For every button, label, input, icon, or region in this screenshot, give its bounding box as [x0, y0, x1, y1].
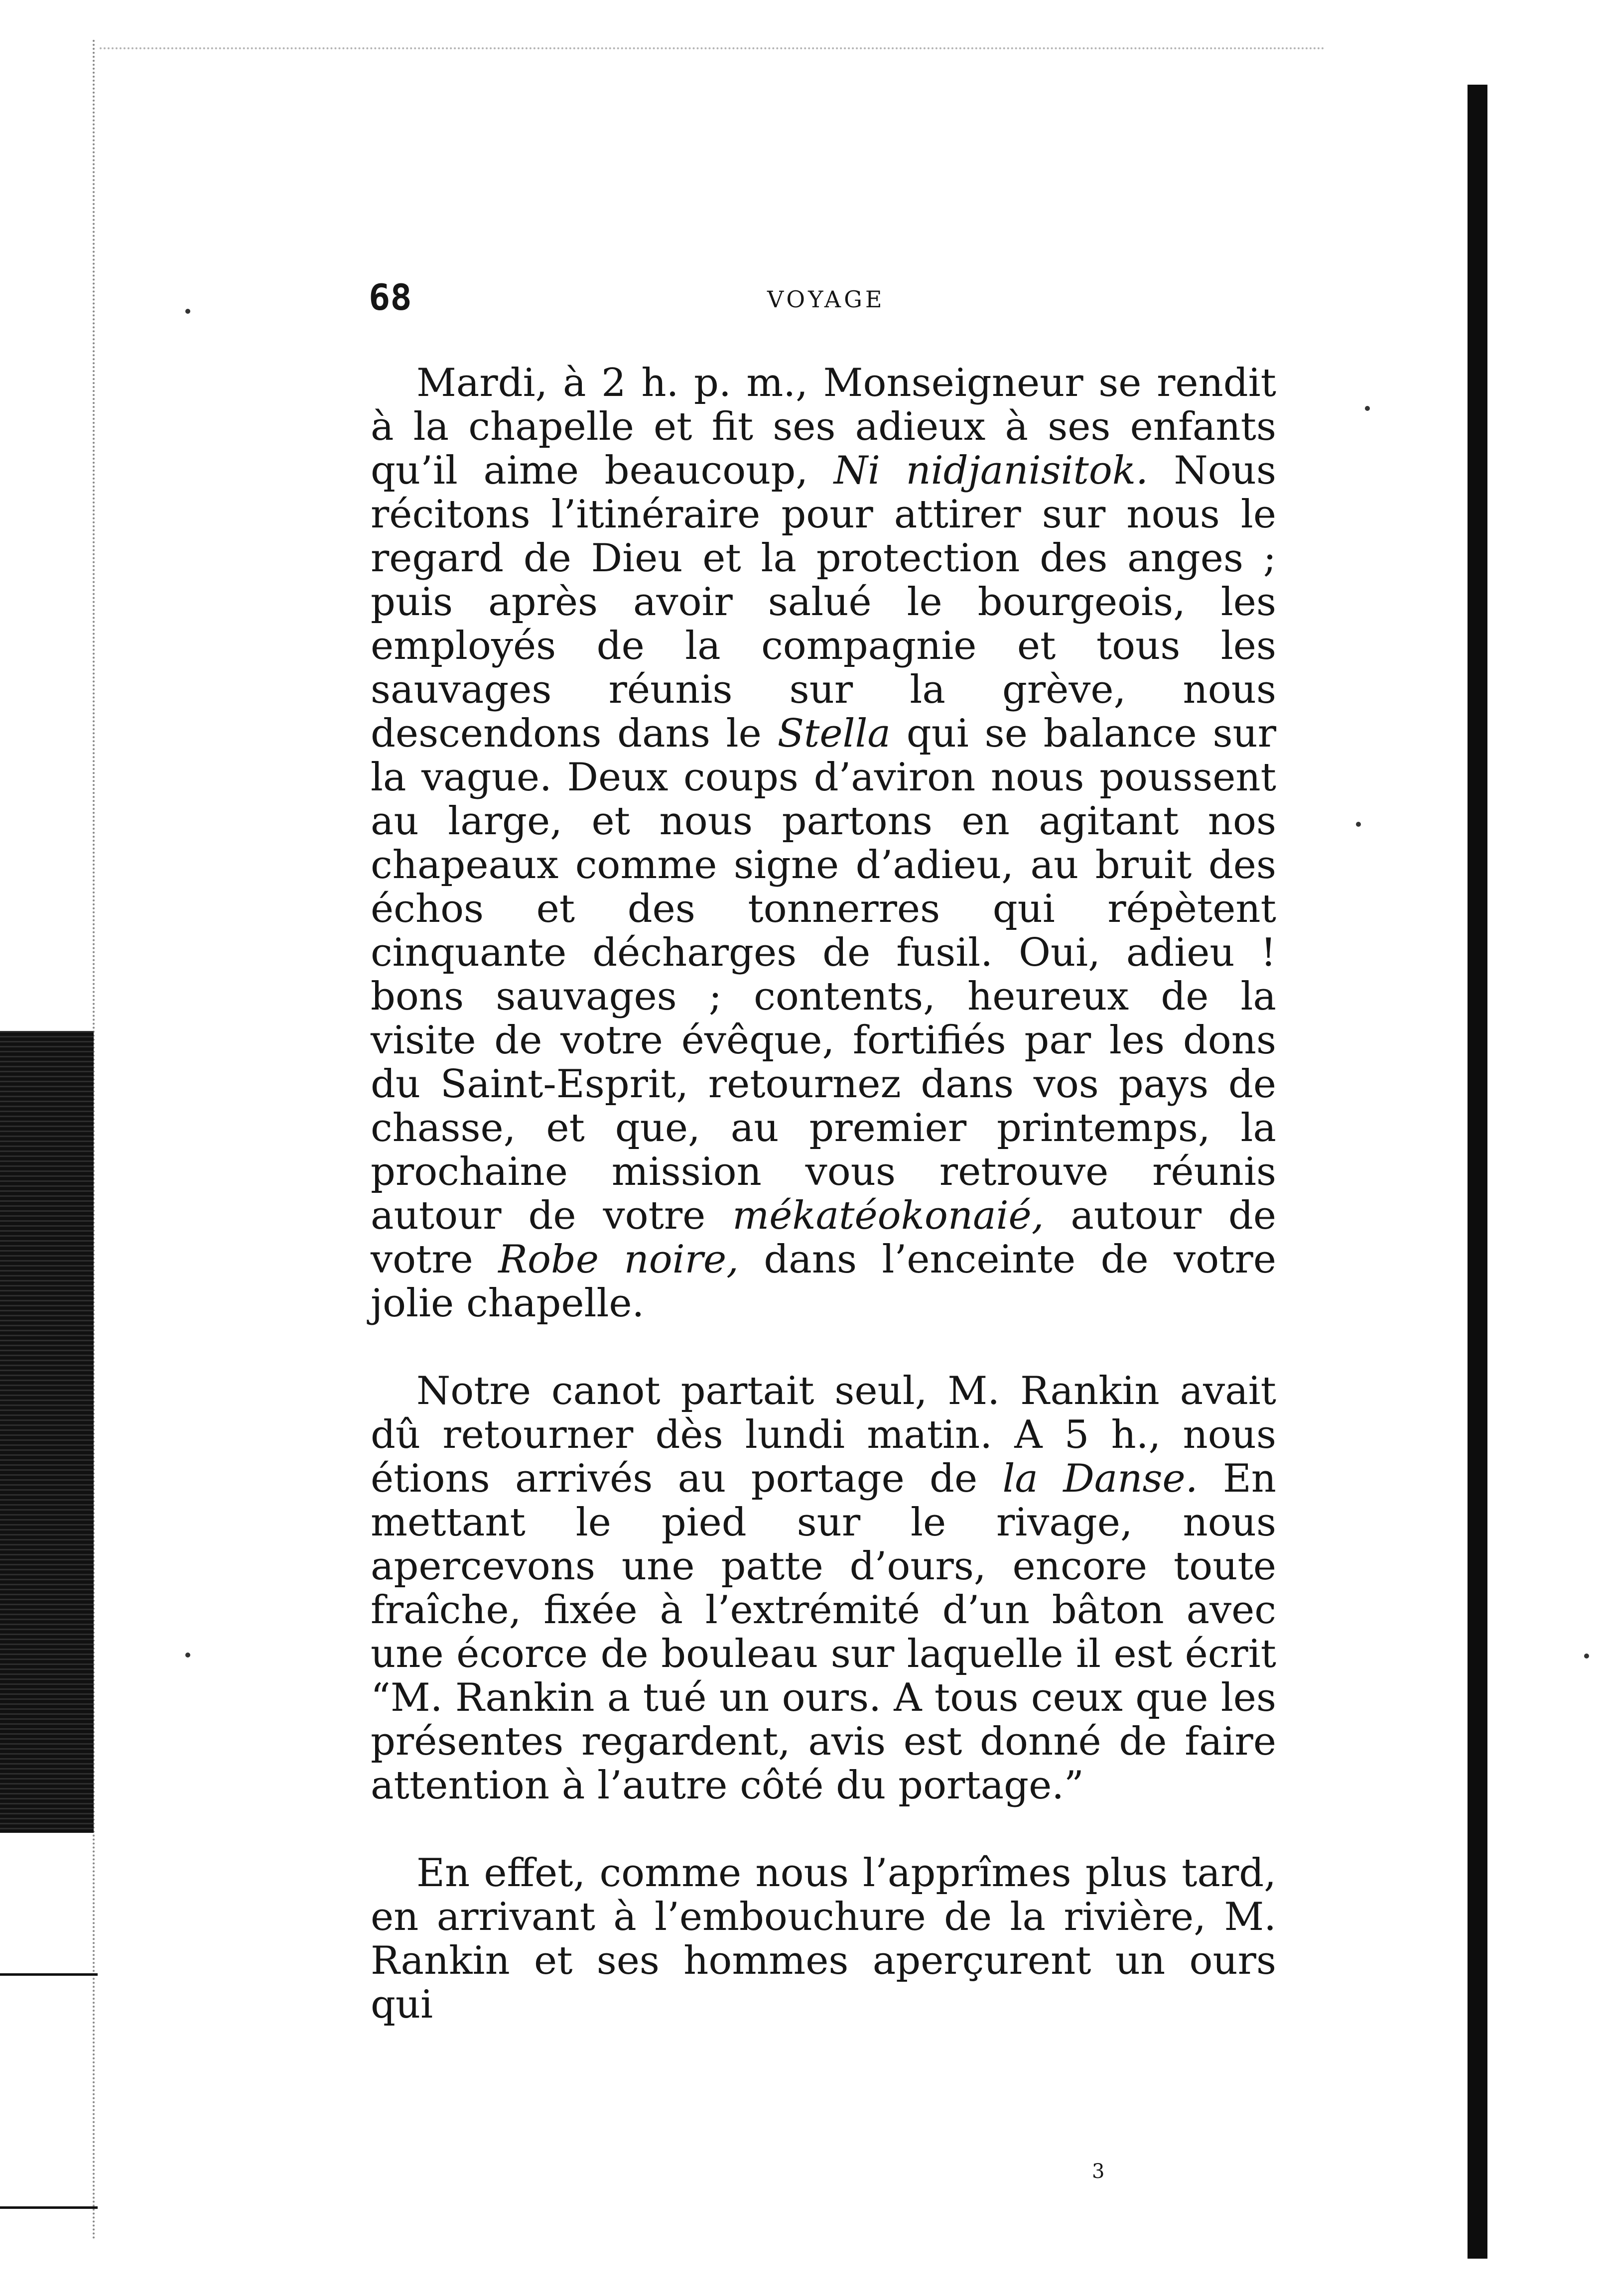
paragraph: Notre canot partait seul, M. Rankin avait dû retourner dès lundi matin. A 5 h., nous étions arrivés au portage de la Danse. En mettant le pied sur le rivage, nous apercevons une patte d’ours, encore toute fraîche, fixée à l’extrémité d’un bâton avec une écorce de bouleau sur laquelle il est écrit “M. Rankin a tué un ours. A tous ceux que les présentes regardent, avis est donné de faire attention à l’autre côté du portage.” — [371, 1369, 1276, 1808]
scan-binding-shadow-right — [1468, 85, 1487, 2259]
body-text — [371, 361, 1276, 2027]
scan-rule-line — [0, 2206, 98, 2209]
italic-phrase: la Danse. — [1002, 1456, 1198, 1501]
scan-binding-shadow-left — [0, 1031, 94, 1833]
scan-rule-line — [0, 1973, 98, 1976]
scan-speck — [1584, 1654, 1589, 1658]
scan-noise-top — [100, 47, 1325, 49]
italic-phrase: Stella — [777, 711, 891, 756]
page-number: 68 — [369, 276, 412, 318]
running-head: VOYAGE — [767, 286, 885, 313]
page-header — [369, 275, 1275, 320]
italic-phrase: mékatéokonaié, — [732, 1193, 1044, 1238]
paragraph: Mardi, à 2 h. p. m., Monseigneur se rendit à la chapelle et fit ses adieux à ses enfants qu’il aime beaucoup, Ni nidjanisitok. Nous récitons l’itinéraire pour attirer sur nous le regard de Dieu et la protection des anges ; puis après avoir salué le bourgeois, les employés de la compagnie et tous les sauvages réunis sur la grève, nous descendons dans le Stella qui se balance sur la vague. Deux coups d’aviron nous poussent au large, et nous partons en agitant nos chapeaux comme signe d’adieu, au bruit des échos et des tonnerres qui répètent cinquante décharges de fusil. Oui, adieu ! bons sauvages ; contents, heureux de la visite de votre évêque, fortifiés par les dons du Saint-Esprit, retournez dans vos pays de chasse, et que, au premier printemps, la prochaine mission vous retrouve réunis autour de votre mékatéokonaié, autour de votre Robe noire, dans l’enceinte de votre jolie chapelle. — [371, 361, 1276, 1326]
paragraph: En effet, comme nous l’apprîmes plus tard, en arrivant à l’embouchure de la rivière, M. Rankin et ses hommes aperçurent un ours qui — [371, 1851, 1276, 2027]
italic-phrase: Ni nidjanisitok. — [833, 448, 1148, 493]
scan-speck — [185, 1653, 190, 1658]
scan-speck — [1356, 822, 1361, 827]
scan-speck — [185, 309, 190, 314]
footer-mark: 3 — [1092, 2160, 1105, 2183]
scan-speck — [1365, 406, 1370, 411]
italic-phrase: Robe noire, — [498, 1237, 739, 1282]
